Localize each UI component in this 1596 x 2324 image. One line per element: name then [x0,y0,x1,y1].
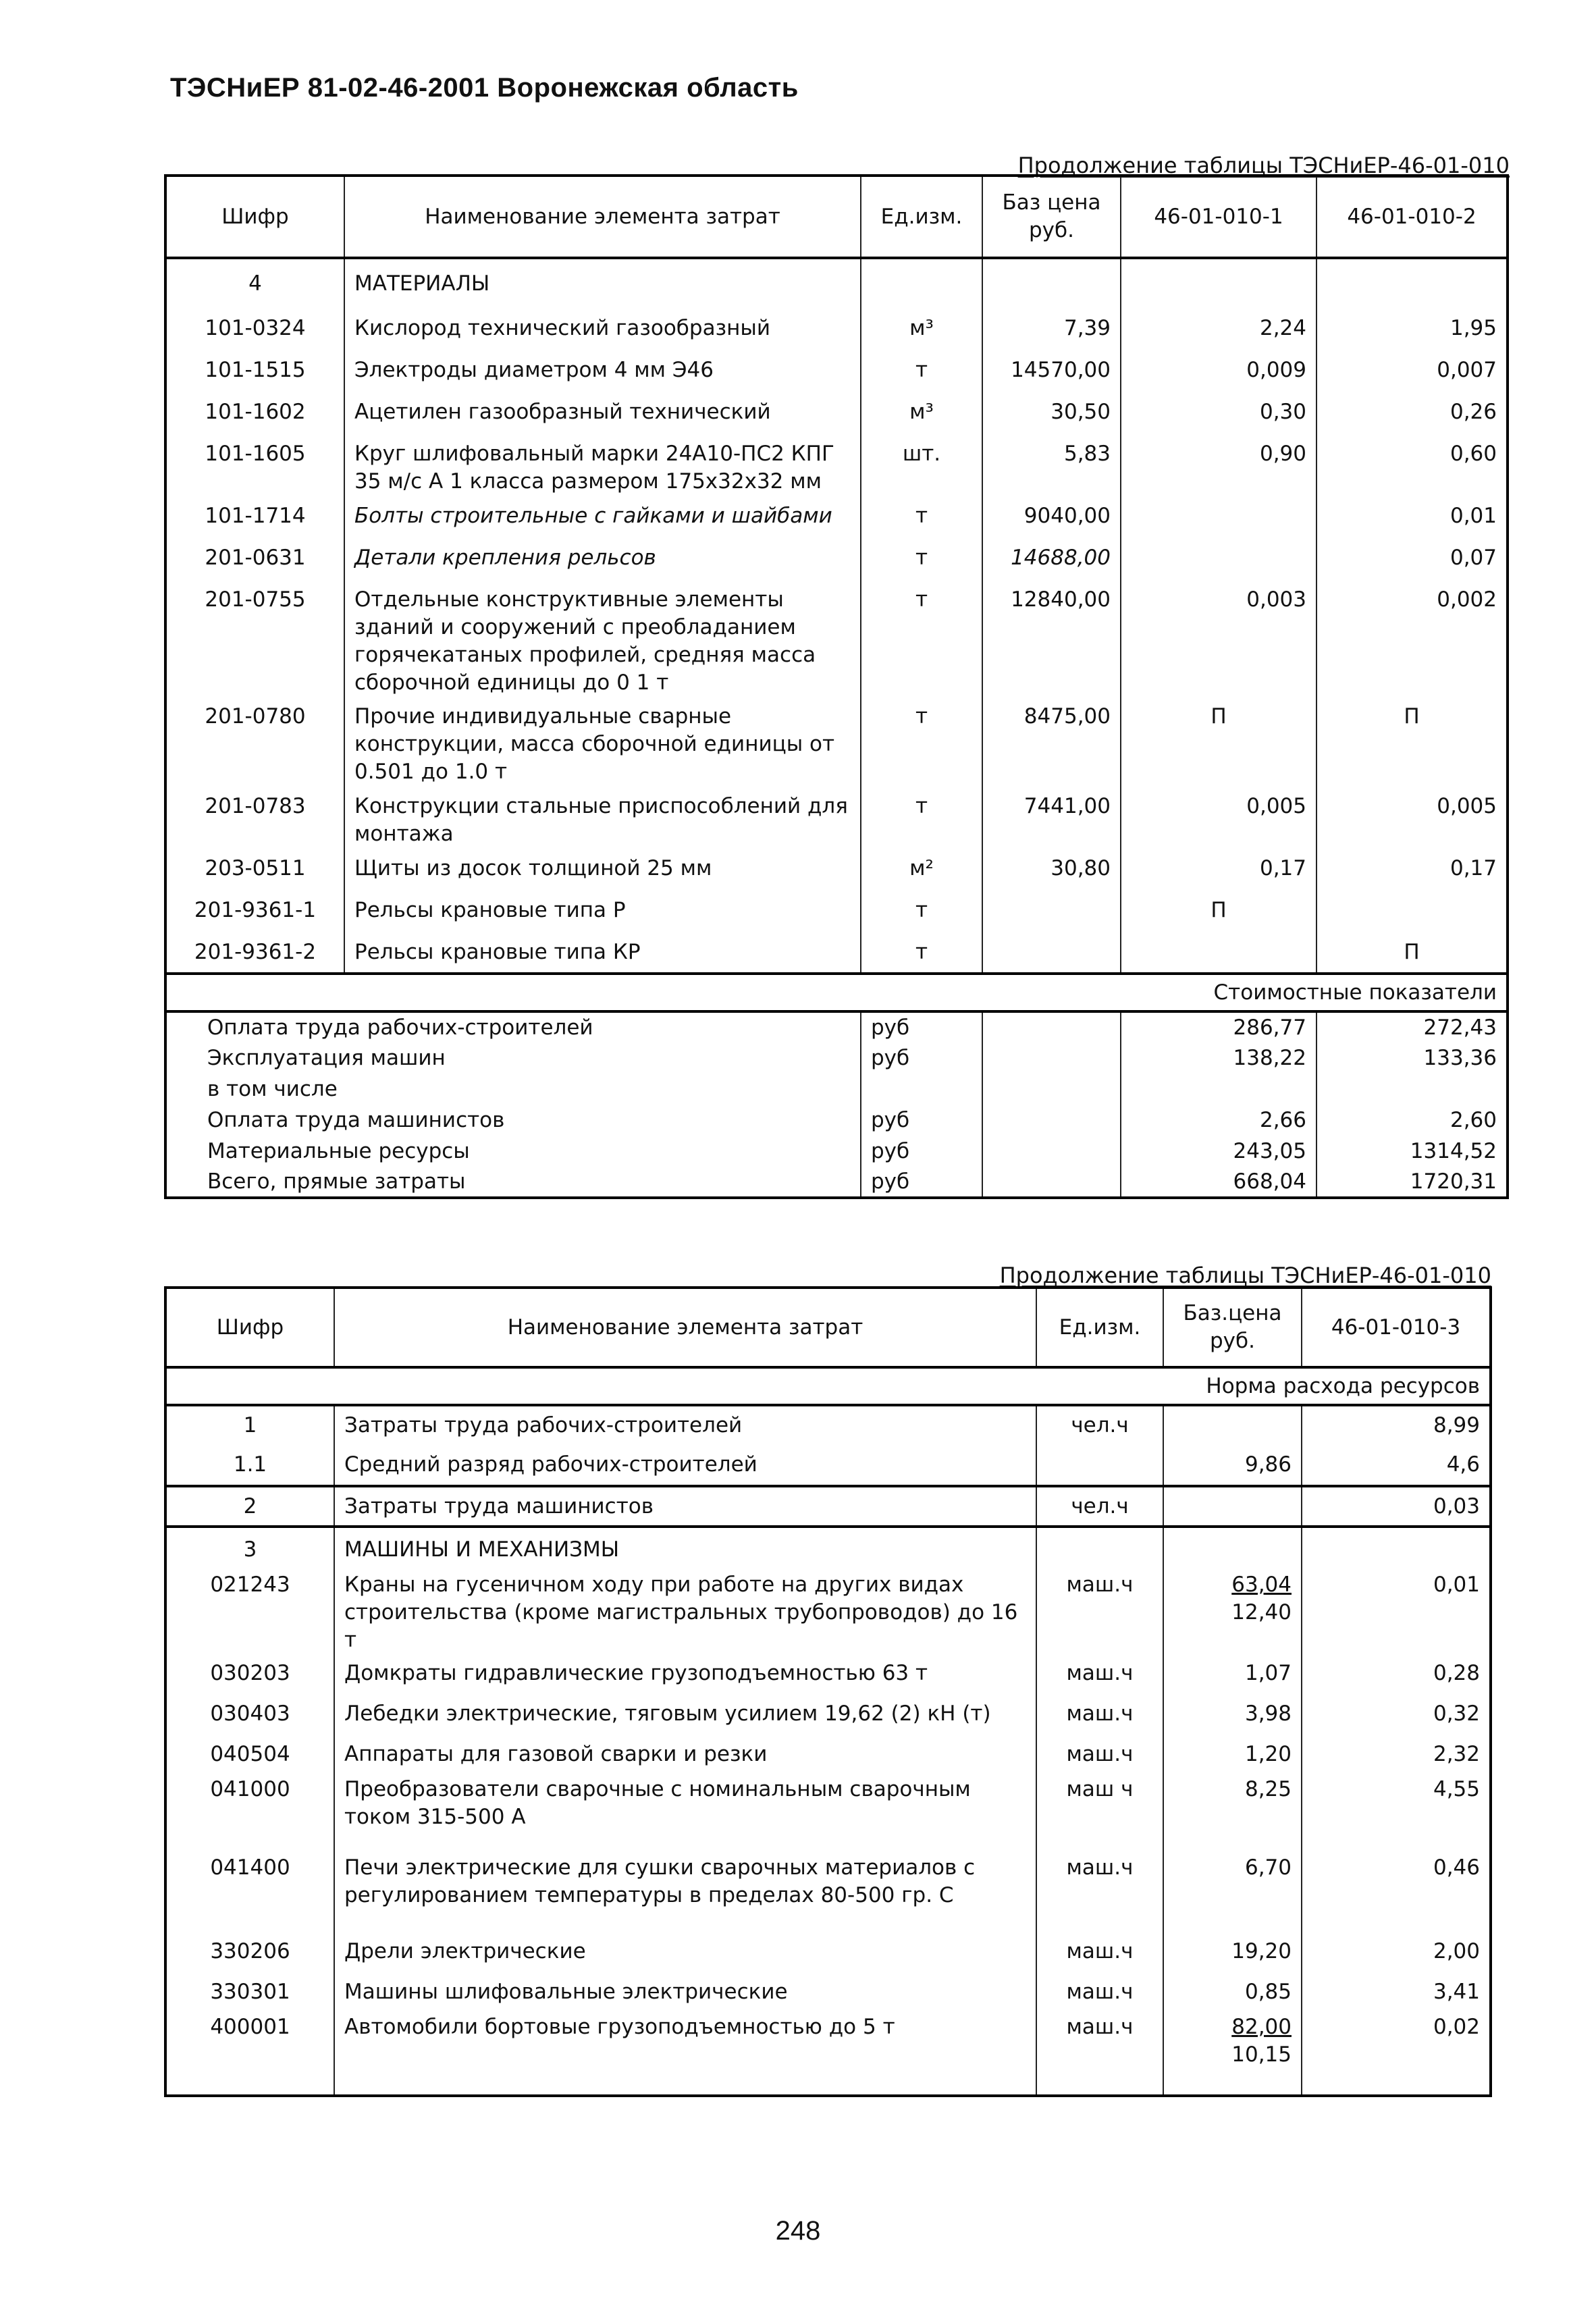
table-row: 330301 Машины шлифовальные электрические маш.ч 0,85 3,41 [165,1973,1491,2013]
machines-table [164,1286,1492,2097]
cost-row: Оплата труда машинистов руб 2,66 2,60 [165,1105,1508,1136]
col-header-code: Шифр [165,176,344,258]
table-row: 201-9361-2 Рельсы крановые типа КР т П [165,932,1508,974]
section-code: 3 [165,1527,334,1571]
table-row: 101-0324 Кислород технический газообразный м³ 7,39 2,24 1,95 [165,308,1508,350]
table-continuation-caption: Продолжение таблицы ТЭСНиЕР-46-01-010 [999,1263,1491,1288]
section-name: МАТЕРИАЛЫ [344,258,861,308]
table-header-row [165,176,1508,258]
table-row: 400001 Автомобили бортовые грузоподъемностью до 5 т маш.ч 82,00 10,15 0,02 [165,2013,1491,2096]
table-header-row [165,1288,1491,1367]
table-row: 1.1 Средний разряд рабочих-строителей 9,86 4,6 [165,1446,1491,1486]
section-code: 4 [248,271,262,296]
col-header-46-01-010-3: 46-01-010-3 [1302,1288,1491,1367]
col-header-name: Наименование элемента затрат [344,176,861,258]
table-row: 201-0755 Отдельные конструктивные элементы зданий и сооружений с преобладанием горячекатаных профилей, средняя масса сборочной единицы до 0 1 т т 12840,00 0,003 0,002 [165,579,1508,697]
section-row [165,1527,1491,1571]
page-number: 248 [775,2216,821,2246]
col-header-name: Наименование элемента затрат [334,1288,1036,1367]
table-row: 330206 Дрели электрические маш.ч 19,20 2,00 [165,1932,1491,1973]
table-row: 201-0783 Конструкции стальные приспособлений для монтажа т 7441,00 0,005 0,005 [165,786,1508,848]
table-row: 201-0780 Прочие индивидуальные сварные конструкции, масса сборочной единицы от 0.501 до 1.0 т т 8475,00 П П [165,696,1508,786]
cost-row: Всего, прямые затраты руб 668,04 1720,31 [165,1167,1508,1198]
cost-row: в том числе [165,1074,1508,1105]
col-header-46-01-010-2: 46-01-010-2 [1316,176,1508,258]
cost-row: Материальные ресурсы руб 243,05 1314,52 [165,1136,1508,1167]
cost-header-row [165,974,1508,1011]
table-row: 2 Затраты труда машинистов чел.ч 0,03 [165,1486,1491,1527]
table-row: 201-9361-1 Рельсы крановые типа Р т П [165,890,1508,932]
col-header-code: Шифр [165,1288,334,1367]
table-row: 1 Затраты труда рабочих-строителей чел.ч 8,99 [165,1405,1491,1446]
col-header-46-01-010-1: 46-01-010-1 [1121,176,1316,258]
table-row: 030203 Домкраты гидравлические грузоподъемностью 63 т маш.ч 1,07 0,28 [165,1654,1491,1695]
col-header-price: Баз.цена руб. [1163,1288,1302,1367]
cost-row: Оплата труда рабочих-строителей руб 286,77 272,43 [165,1011,1508,1042]
table-row: 030403 Лебедки электрические, тяговым усилием 19,62 (2) кН (т) маш.ч 3,98 0,32 [165,1695,1491,1735]
materials-table [164,174,1509,1199]
table-row: 021243 Краны на гусеничном ходу при работе на других видах строительства (кроме магистральных трубопроводов) до 16 т маш.ч 63,04 12,40 0,01 [165,1571,1491,1654]
cost-header: Стоимостные показатели [165,974,1508,1011]
norm-header-row [165,1367,1491,1405]
table-continuation-caption: Продолжение таблицы ТЭСНиЕР-46-01-010 [1017,153,1510,178]
section-row [165,258,1508,308]
table-row: 101-1605 Круг шлифовальный марки 24А10-ПС2 КПГ 35 м/с А 1 класса размером 175х32х32 мм шт. 5,83 0,90 0,60 [165,433,1508,496]
col-header-unit: Ед.изм. [1036,1288,1163,1367]
table-row: 041000 Преобразователи сварочные с номинальным сварочным током 315-500 А маш ч 8,25 4,55 [165,1776,1491,1854]
table-row: 101-1515 Электроды диаметром 4 мм Э46 т 14570,00 0,009 0,007 [165,350,1508,392]
col-header-price: Баз цена руб. [982,176,1121,258]
table-row: 203-0511 Щиты из досок толщиной 25 мм м² 30,80 0,17 0,17 [165,848,1508,890]
table-row: 040504 Аппараты для газовой сварки и резки маш.ч 1,20 2,32 [165,1735,1491,1776]
table-row: 101-1602 Ацетилен газообразный технический м³ 30,50 0,30 0,26 [165,392,1508,433]
table-row: 041400 Печи электрические для сушки сварочных материалов с регулированием температуры в пределах 80-500 гр. С маш.ч 6,70 0,46 [165,1854,1491,1932]
table-row: 101-1714 Болты строительные с гайками и шайбами т 9040,00 0,01 [165,496,1508,537]
table-row: 201-0631 Детали крепления рельсов т 14688,00 0,07 [165,537,1508,579]
page-title: ТЭСНиЕР 81-02-46-2001 Воронежская область [170,73,799,103]
col-header-unit: Ед.изм. [861,176,982,258]
cost-row: Эксплуатация машин руб 138,22 133,36 [165,1042,1508,1074]
norm-header: Норма расхода ресурсов [165,1367,1491,1405]
section-name: МАШИНЫ И МЕХАНИЗМЫ [334,1527,1036,1571]
